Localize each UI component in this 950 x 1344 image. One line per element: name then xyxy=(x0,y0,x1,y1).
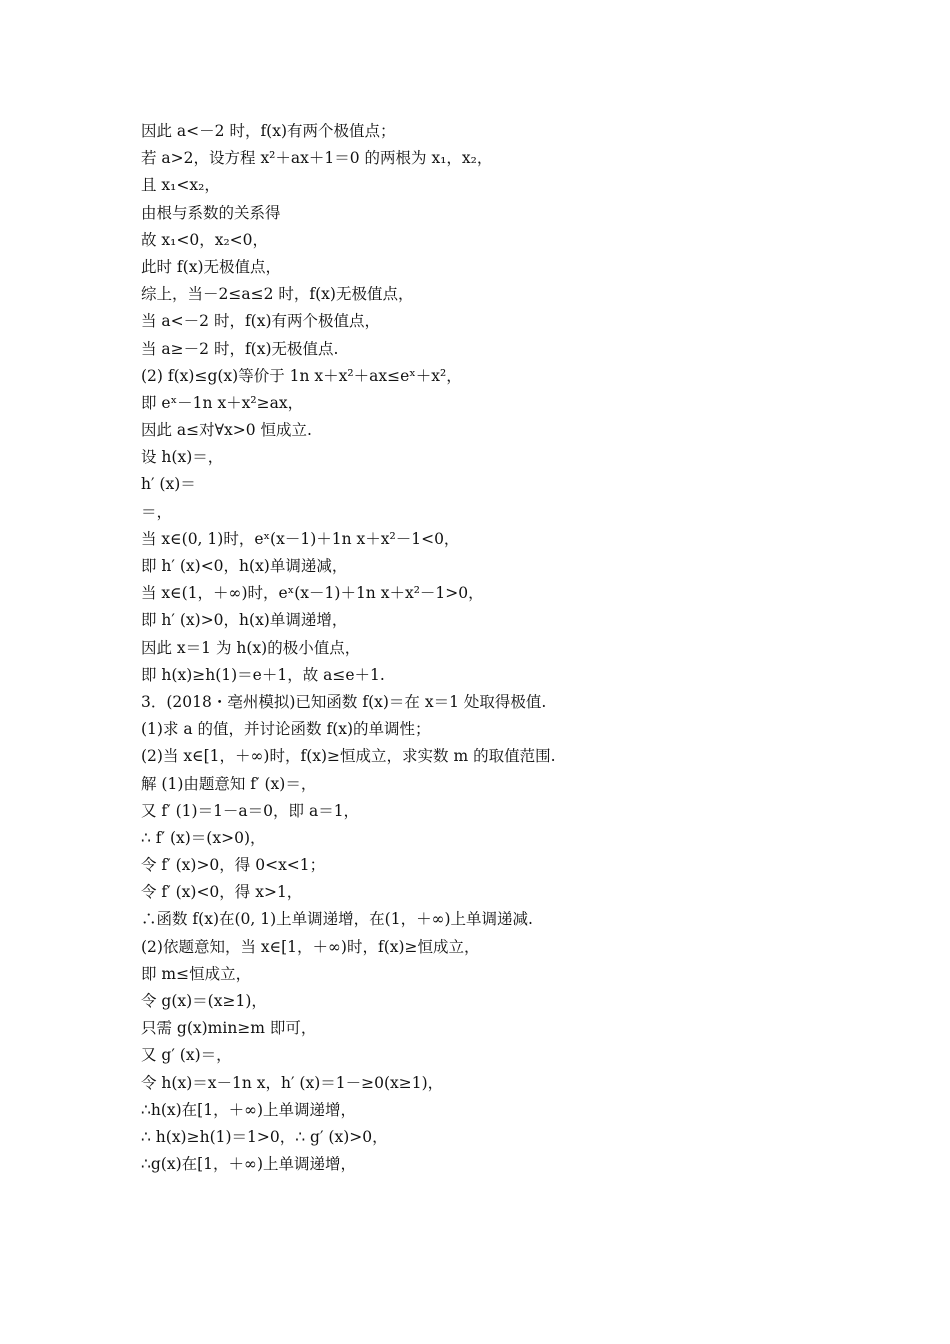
text-line: 若 a>2，设方程 x²＋ax＋1＝0 的两根为 x₁，x₂， xyxy=(141,149,493,168)
text-line: ∴g(x)在[1，＋∞)上单调递增， xyxy=(141,1155,356,1174)
text-line: 又 f′ (1)＝1－a＝0，即 a＝1， xyxy=(141,801,360,820)
text-line: 设 h(x)＝， xyxy=(141,448,224,467)
text-line: 当 a<－2 时，f(x)有两个极值点， xyxy=(141,312,381,331)
text-line: 又 g′ (x)＝， xyxy=(141,1046,232,1065)
text-line: 即 m≤恒成立， xyxy=(141,964,252,983)
text-line: 即 h′ (x)>0，h(x)单调递增， xyxy=(141,611,348,630)
text-line: 即 h(x)≥h(1)＝e＋1，故 a≤e＋1. xyxy=(141,665,385,684)
text-line: 令 h(x)＝x－1n x，h′ (x)＝1－≥0(x≥1)， xyxy=(141,1073,444,1092)
solution-text xyxy=(141,118,841,1178)
text-line: 即 h′ (x)<0，h(x)单调递减， xyxy=(141,557,348,575)
text-line: 此时 f(x)无极值点， xyxy=(141,257,282,276)
text-line: 由根与系数的关系得 xyxy=(141,203,281,222)
problem-part-2: (2)当 x∈[1，＋∞)时，f(x)≥恒成立，求实数 m 的取值范围. xyxy=(141,747,556,766)
text-line: 只需 g(x)min≥m 即可， xyxy=(141,1019,317,1038)
text-line: 令 g(x)＝(x≥1)， xyxy=(141,992,267,1010)
text-line: 令 f′ (x)<0，得 x>1， xyxy=(141,883,303,902)
text-line: 即 eˣ－1n x＋x²≥ax， xyxy=(141,393,304,412)
text-line: 当 a≥－2 时，f(x)无极值点. xyxy=(141,339,339,358)
problem-part-1: (1)求 a 的值，并讨论函数 f(x)的单调性； xyxy=(141,720,431,739)
text-line: ∴ h(x)≥h(1)＝1>0，∴ g′ (x)>0， xyxy=(141,1127,388,1146)
text-line: ＝， xyxy=(141,502,173,521)
text-line: 故 x₁<0，x₂<0， xyxy=(141,230,269,249)
text-line: 因此 a<－2 时，f(x)有两个极值点； xyxy=(141,122,396,140)
text-line: ∴ f′ (x)＝(x>0)， xyxy=(141,828,266,847)
text-line: 令 f′ (x)>0，得 0<x<1； xyxy=(141,856,326,875)
text-line: ∴h(x)在[1，＋∞)上单调递增， xyxy=(141,1100,357,1119)
text-line: h′ (x)＝ xyxy=(141,475,196,494)
text-line: 因此 a≤对∀x>0 恒成立. xyxy=(141,421,312,440)
text-line: 且 x₁<x₂， xyxy=(141,176,220,195)
text-line: 因此 x＝1 为 h(x)的极小值点， xyxy=(141,638,361,657)
text-line: (2)依题意知，当 x∈[1，＋∞)时，f(x)≥恒成立， xyxy=(141,937,480,956)
text-line: ∴函数 f(x)在(0, 1)上单调递增，在(1，＋∞)上单调递减. xyxy=(141,910,533,929)
problem-statement: 3．(2018・亳州模拟)已知函数 f(x)＝在 x＝1 处取得极值. xyxy=(141,692,547,711)
text-line: (2) f(x)≤g(x)等价于 1n x＋x²＋ax≤eˣ＋x²， xyxy=(141,366,462,385)
solution-start: 解 (1)由题意知 f′ (x)＝， xyxy=(141,774,317,793)
text-line: 当 x∈(1，＋∞)时，eˣ(x－1)＋1n x＋x²－1>0， xyxy=(141,584,484,603)
text-line: 当 x∈(0, 1)时，eˣ(x－1)＋1n x＋x²－1<0， xyxy=(141,529,460,548)
text-line: 综上，当－2≤a≤2 时，f(x)无极值点， xyxy=(141,285,414,304)
